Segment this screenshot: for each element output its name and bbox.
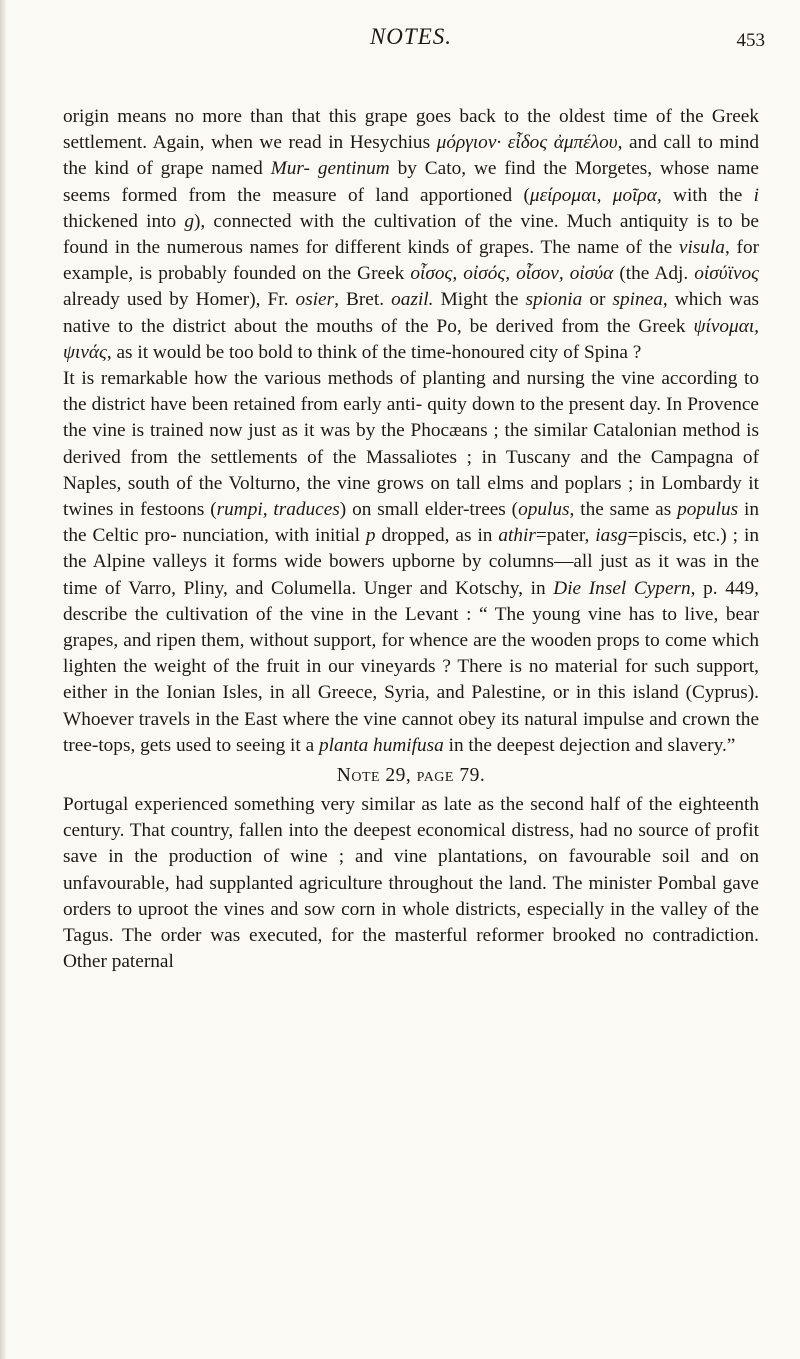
text-run: already used by Homer), Fr.	[63, 289, 296, 311]
greek-term: μείρομαι, μοῖρα,	[529, 184, 662, 206]
running-title: NOTES.	[369, 24, 453, 49]
text-run: , p. 449, describe the cultivation of the vine in the Levant : “ The young vine has to live, bear grapes, and ripen them, without support, for whence are the wooden props to come which lighten the weight of the fruit in our vineyards ? There is no material for such support, either in the Ionian Isles, in all Greece, Syria, and Palestine, or in this island (Cyprus). Whoever travels in the East where the vine cannot obey its natural impulse and crown the tree-tops, gets used to seeing it a	[63, 577, 759, 756]
text-run: , and call to mind the kind of grape named	[63, 132, 760, 180]
greek-term: οἶσος, οἰσός, οἶσον, οἰσύα	[410, 263, 614, 285]
latin-term: spionia	[525, 289, 583, 311]
text-run: , for example, is probably founded on the Greek	[63, 237, 760, 285]
text-run: , as it would be too bold to think of the time-honoured city of Spina ?	[106, 341, 642, 363]
text-run: or	[582, 289, 613, 311]
text-run: in the Celtic pro- nunciation, with initial	[63, 499, 760, 547]
page-binding-edge	[0, 0, 6, 1359]
page-number: 453	[736, 30, 765, 51]
note-heading: Note 29, page 79.	[336, 765, 486, 787]
text-run: Might the	[433, 289, 526, 311]
text-run: origin means no more than that this grape goes back to the oldest time of the Greek settlement. Again, when we read in Hesychius	[63, 106, 759, 154]
greek-term: οἰσύϊνος	[694, 263, 759, 285]
celtic-term: athir	[498, 525, 536, 547]
french-term: osier	[295, 289, 335, 311]
text-run: in the deepest dejection and slavery.”	[443, 734, 736, 756]
latin-term: opulus	[518, 499, 570, 521]
running-head	[63, 18, 765, 58]
text-run: with the	[661, 184, 754, 206]
letter-term: g	[184, 210, 194, 232]
text-run: It is remarkable how the various methods of planting and nursing the vine according to the district have been retained from early anti- quity down to the present day. In Provence the vine is trained now just as it was by the Phocæans ; the similar Catalonian method is derived from the settlements of the Massaliotes ; in Tuscany and the Campagna of Naples, south of the Volturno, the vine grows on tall elms and poplars ; in Lombardy it twines in festoons (	[63, 368, 759, 521]
text-run: , the same as	[569, 499, 678, 521]
paragraph-vine-methods	[63, 366, 759, 759]
book-title: Die Insel Cypern	[553, 577, 691, 599]
latin-term: visula	[678, 237, 725, 259]
letter-term: p	[365, 525, 376, 547]
text-run: , which was native to the district about the mouths of the Po, be derived from the Greek	[63, 289, 760, 337]
latin-term: spinea	[612, 289, 663, 311]
letter-term: i	[753, 184, 760, 206]
text-run: (the Adj.	[613, 263, 695, 285]
book-page	[63, 18, 765, 976]
latin-term: planta humifusa	[318, 734, 444, 756]
latin-term: Mur- gentinum	[270, 158, 390, 180]
greek-term: ψίνομαι, ψινάς	[63, 315, 759, 363]
greek-term: μόργιον· εἶδος ἀμπέλου	[436, 132, 618, 154]
text-run: ), connected with the cultivation of the vine. Much antiquity is to be found in the numerous names for different kinds of grapes. The name of the	[63, 210, 759, 259]
celtic-term: iasg	[595, 525, 628, 547]
latin-term: populus	[677, 499, 739, 521]
paragraph-grape-etymology	[63, 104, 759, 366]
paragraph-portugal: Portugal experienced something very similar as late as the second half of the eighteenth century. That country, fallen into the deepest economical distress, had no source of profit save in the production of wine ; and vine plantations, on favourable soil and on unfavourable, had supplanted agriculture throughout the land. The minister Pombal gave orders to uproot the vines and sow corn in whole districts, especially in the valley of the Tagus. The order was executed, for the masterful reformer brooked no contradiction. Other paternal	[63, 794, 759, 973]
text-run: , Bret.	[334, 289, 392, 311]
text-run: thickened into	[63, 210, 185, 232]
text-run: ) on small elder-trees (	[339, 499, 519, 521]
text-run: dropped, as in	[375, 525, 499, 547]
text-run: =pater,	[535, 525, 596, 547]
text-run: =piscis, etc.) ; in the Alpine valleys it forms wide bowers upborne by columns—all just as it was in the time of Varro, Pliny, and Columella. Unger and Kotschy, in	[63, 525, 759, 599]
latin-term: rumpi, traduces	[216, 499, 340, 521]
text-run: by Cato, we find the Morgetes, whose name seems formed from the measure of land apportioned (	[63, 158, 759, 206]
breton-term: oazil.	[391, 289, 434, 311]
